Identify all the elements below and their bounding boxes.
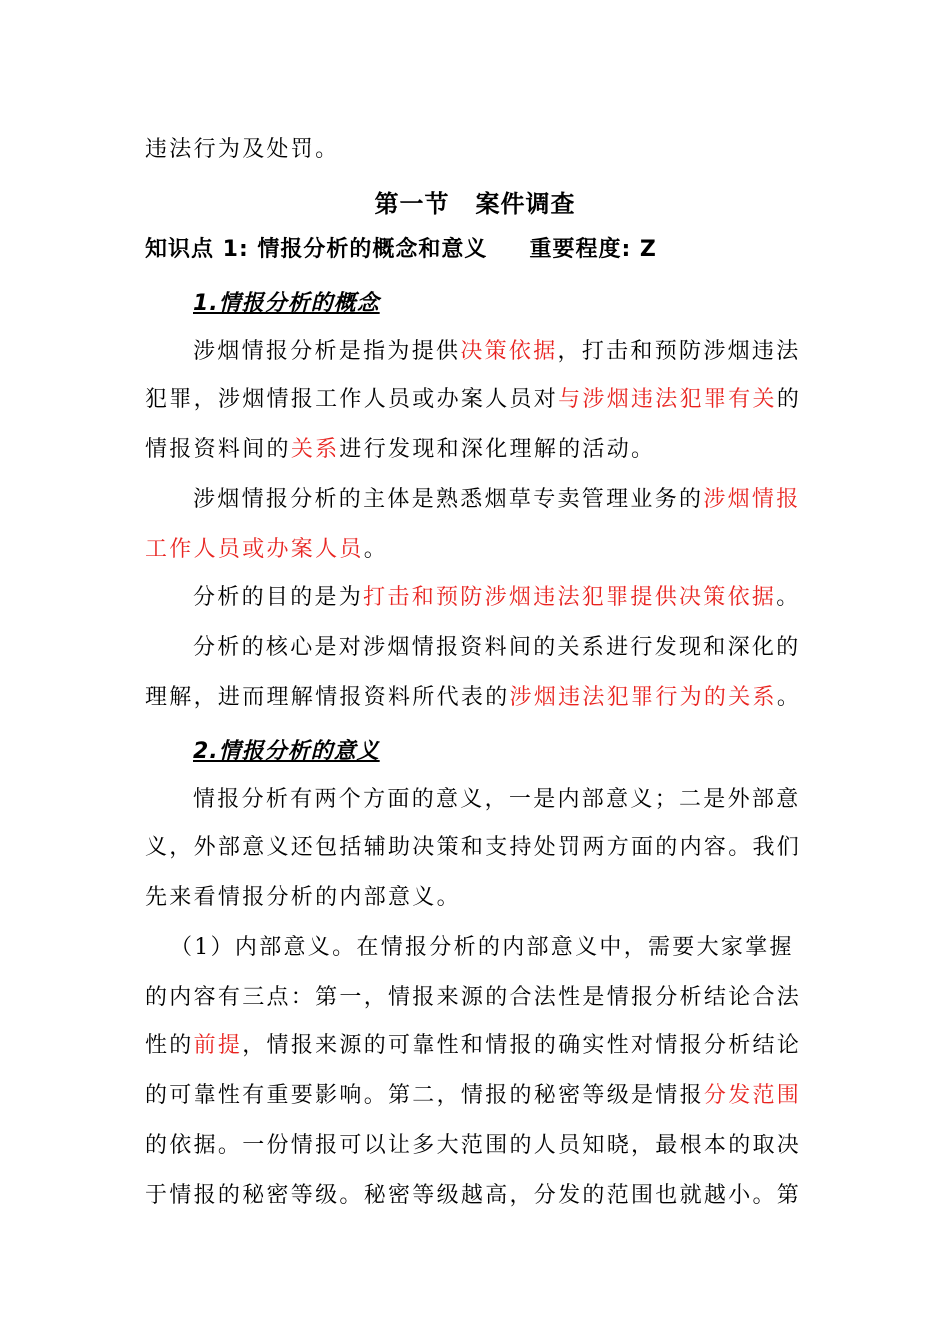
subheading-significance: 2.情报分析的意义 [193, 739, 380, 764]
highlight-text: 分发范围 [703, 1083, 802, 1108]
paragraph-line: 的依据。一份情报可以让多大范围的人员知晓，最根本的取决 [145, 1133, 802, 1158]
section-label: 第一节 [374, 190, 450, 218]
paragraph-line: 工作人员或办案人员。 [145, 537, 389, 562]
paragraph-line: 于情报的秘密等级。秘密等级越高，分发的范围也就越小。第 [145, 1183, 802, 1208]
paragraph-line: 涉烟情报分析的主体是熟悉烟草专卖管理业务的涉烟情报 [193, 487, 801, 512]
highlight-text: 打击和预防涉烟违法犯罪提供决策依据 [363, 585, 777, 610]
paragraph-line: 分析的目的是为打击和预防涉烟违法犯罪提供决策依据。 [193, 585, 801, 610]
knowledge-point-heading [145, 234, 657, 266]
highlight-text: 前提 [193, 1033, 243, 1058]
paragraph-line: 义，外部意义还包括辅助决策和支持处罚两方面的内容。我们 [145, 835, 802, 860]
paragraph-line: 情报资料间的关系进行发现和深化理解的活动。 [145, 437, 656, 462]
paragraph-line: 性的前提，情报来源的可靠性和情报的确实性对情报分析结论 [145, 1033, 802, 1058]
highlight-text: 工作人员或办案人员 [145, 537, 364, 562]
knowledge-point-label: 知识点 1: 情报分析的概念和意义 [145, 237, 488, 262]
paragraph-line: 理解，进而理解情报资料所代表的涉烟违法犯罪行为的关系。 [145, 685, 802, 710]
paragraph-line: 犯罪，涉烟情报工作人员或办案人员对与涉烟违法犯罪有关的 [145, 387, 802, 412]
highlight-text: 涉烟情报 [703, 487, 801, 512]
highlight-text: 关系 [290, 437, 340, 462]
paragraph-line: 涉烟情报分析是指为提供决策依据，打击和预防涉烟违法 [193, 339, 801, 364]
highlight-text: 决策依据 [460, 339, 558, 364]
highlight-text: 与涉烟违法犯罪有关 [558, 387, 777, 412]
section-name: 案件调查 [475, 190, 576, 218]
paragraph-line: （1）内部意义。在情报分析的内部意义中，需要大家掌握 [170, 935, 794, 960]
section-title [0, 184, 950, 219]
importance-level: 重要程度: Z [529, 237, 657, 262]
paragraph-line: 先来看情报分析的内部意义。 [145, 885, 461, 910]
subheading-concept: 1.情报分析的概念 [193, 291, 380, 316]
intro-line: 违法行为及处罚。 [145, 137, 340, 162]
paragraph-line: 的可靠性有重要影响。第二，情报的秘密等级是情报分发范围 [145, 1083, 802, 1108]
paragraph-line: 的内容有三点：第一，情报来源的合法性是情报分析结论合法 [145, 985, 802, 1010]
paragraph-line: 情报分析有两个方面的意义，一是内部意义；二是外部意 [193, 787, 801, 812]
highlight-text: 涉烟违法犯罪行为的关系 [509, 685, 777, 710]
paragraph-line: 分析的核心是对涉烟情报资料间的关系进行发现和深化的 [193, 635, 801, 660]
